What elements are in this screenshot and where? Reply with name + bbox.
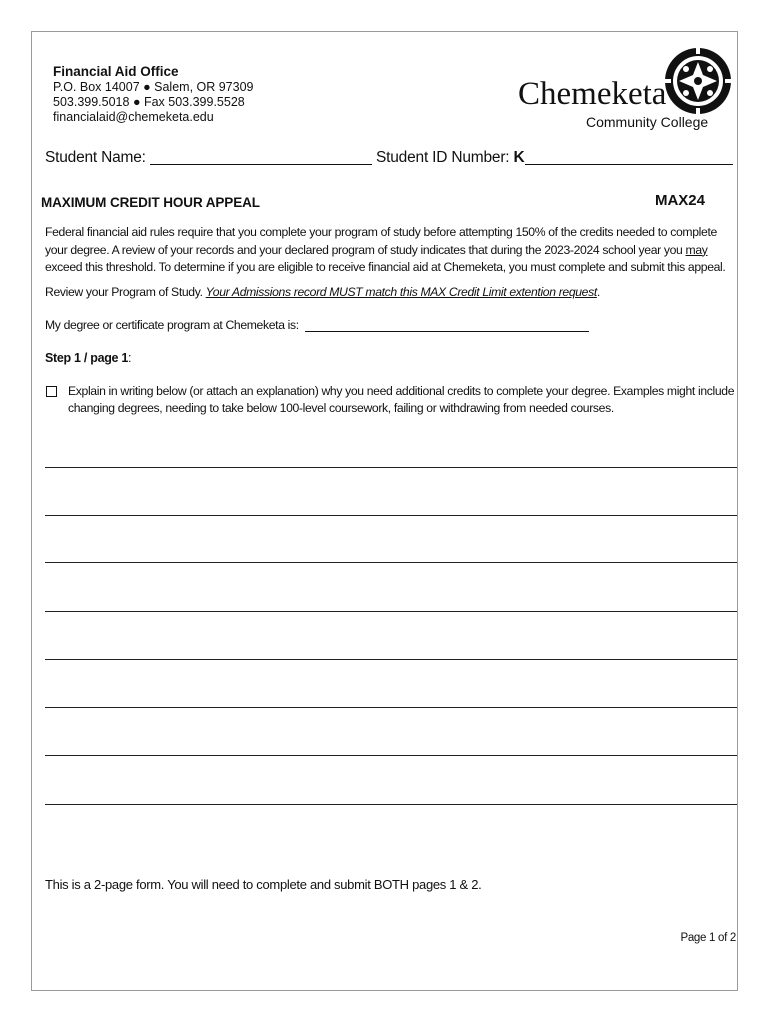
student-id-field[interactable] — [525, 150, 733, 165]
writing-line[interactable] — [45, 562, 737, 563]
writing-line[interactable] — [45, 467, 737, 468]
writing-line[interactable] — [45, 515, 737, 516]
office-address: P.O. Box 14007 ● Salem, OR 97309 — [53, 80, 254, 94]
office-email[interactable]: financialaid@chemeketa.edu — [53, 110, 214, 124]
student-name-field[interactable] — [150, 150, 372, 165]
page-number: Page 1 of 2 — [680, 932, 736, 944]
form-code: MAX24 — [654, 192, 705, 209]
intro-text-end: exceed this threshold. To determine if you are eligible to receive financial aid at Chemeketa, you must complete and submit this appeal. — [45, 260, 726, 274]
chemeketa-seal-icon — [663, 46, 733, 116]
logo-subtitle: Community College — [586, 114, 709, 130]
explanation-checkbox[interactable] — [46, 386, 57, 397]
office-title: Financial Aid Office — [53, 64, 179, 79]
review-end: . — [596, 285, 600, 299]
program-line — [45, 317, 730, 335]
student-name-label: Student Name: — [45, 149, 146, 166]
logo-name: Chemeketa — [518, 76, 667, 112]
writing-line[interactable] — [45, 804, 737, 805]
explanation-instructions: Explain in writing below (or attach an explanation) why you need additional credits to complete your degree. Examples might include changing degrees, needing to take below 100-level coursework, failing or withdrawing from needed courses. — [68, 384, 735, 415]
writing-line[interactable] — [45, 659, 737, 660]
review-paragraph — [45, 284, 730, 302]
page-title: MAXIMUM CREDIT HOUR APPEAL — [41, 195, 260, 210]
review-text: Review your Program of Study. — [45, 285, 206, 299]
step-title: Step 1 / page 1 — [45, 351, 129, 365]
writing-line[interactable] — [45, 707, 737, 708]
writing-line[interactable] — [45, 755, 737, 756]
intro-emphasis: may — [685, 242, 708, 257]
office-phone-fax: 503.399.5018 ● Fax 503.399.5528 — [53, 95, 245, 109]
review-emphasis: Your Admissions record MUST match this MAX Credit Limit extention request — [205, 285, 597, 299]
footer-note: This is a 2-page form. You will need to complete and submit BOTH pages 1 & 2. — [45, 877, 482, 892]
writing-line[interactable] — [45, 611, 737, 612]
program-label: My degree or certificate program at Chemeketa is: — [45, 318, 299, 332]
form-page — [31, 31, 738, 991]
intro-paragraph — [45, 224, 730, 277]
student-info-line — [45, 149, 733, 167]
program-field[interactable] — [305, 320, 589, 332]
student-id-prefix: K — [513, 149, 525, 166]
step-label — [45, 351, 131, 365]
step-colon: : — [128, 351, 132, 365]
student-id-label: Student ID Number: — [376, 149, 510, 166]
intro-text: Federal financial aid rules require that you complete your program of study before attempting 150% of the credits needed to complete your degree. A review of your records and your declared program of study indicates that during the 2023-2024 school year you — [45, 225, 717, 257]
